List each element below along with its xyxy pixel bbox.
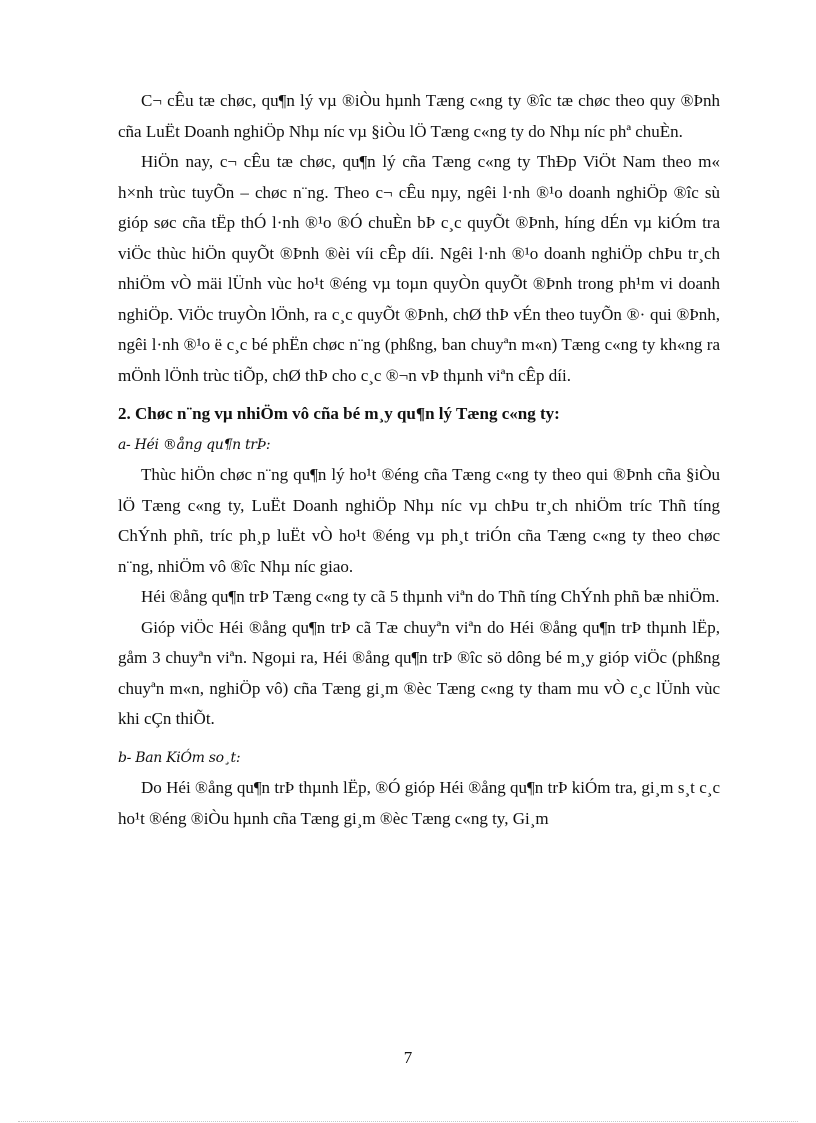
- paragraph-board-members: Héi ®ång qu¶n trÞ Tæng c«ng ty cã 5 thµnh viªn do Thñ tíng ChÝnh phñ bæ nhiÖm.: [141, 587, 720, 606]
- subsection-heading-control: b- Ban KiÓm so¸t:: [118, 749, 241, 766]
- page-bottom-divider: [18, 1121, 798, 1122]
- paragraph-board-functions: Thùc hiÖn chøc n¨ng qu¶n lý ho¹t ®éng cña Tæng c«ng ty theo qui ®Þnh cña §iÒu lÖ Tæng c«ng ty, LuËt Doanh nghiÖp Nhµ níc vµ chÞu tr¸ch nhiÖm tríc Thñ tíng ChÝnh phñ, tríc ph¸p luËt vÒ ho¹t ®éng vµ ph¸t triÓn cña Tæng c«ng ty theo chøc n¨ng, nhiÖm vô ®îc Nhµ níc giao.: [118, 465, 720, 576]
- paragraph-current-structure: HiÖn nay, c¬ cÊu tæ chøc, qu¶n lý cña Tæng c«ng ty ThÐp ViÖt Nam theo m« h×nh trùc tuyÕn – chøc n¨ng. Theo c¬ cÊu nµy, ngêi l·nh ®¹o doanh nghiÖp ®îc sù gióp søc cña tËp thÓ l·nh ®¹o ®Ó chuÈn bÞ c¸c quyÕt ®Þnh, híng dÉn vµ kiÓm tra viÖc thùc hiÖn quyÕt ®Þnh ®èi víi cÊp díi. Ngêi l·nh ®¹o doanh nghiÖp chÞu tr¸ch nhiÖm vÒ mäi lÜnh vùc ho¹t ®éng vµ toµn quyÒn quyÕt ®Þnh trong ph¹m vi doanh nghiÖp. ViÖc truyÒn lÖnh, ra c¸c quyÕt ®Þnh, chØ thÞ vÉn theo tuyÕn ®· qui ®Þnh, ngêi l·nh ®¹o ë c¸c bé phËn chøc n¨ng (phßng, ban chuyªn m«n) Tæng c«ng ty kh«ng ra mÖnh lÖnh trùc tiÕp, chØ thÞ cho c¸c ®¬n vÞ thµnh viªn cÊp díi.: [118, 152, 720, 385]
- paragraph-board-assistants: Gióp viÖc Héi ®ång qu¶n trÞ cã Tæ chuyªn viªn do Héi ®ång qu¶n trÞ thµnh lËp, gåm 3 chuyªn viªn. Ngoµi ra, Héi ®ång qu¶n trÞ ®îc sö dông bé m¸y gióp viÖc (phßng chuyªn m«n, nghiÖp vô) cña Tæng gi¸m ®èc Tæng c«ng ty tham mu vÒ c¸c lÜnh vùc khi cÇn thiÕt.: [118, 617, 720, 728]
- spacer: [118, 735, 720, 743]
- body-text: [118, 86, 720, 834]
- spacer: [118, 391, 720, 399]
- paragraph-control-board: Do Héi ®ång qu¶n trÞ thµnh lËp, ®Ó gióp Héi ®ång qu¶n trÞ kiÓm tra, gi¸m s¸t c¸c ho¹t ®éng ®iÒu hµnh cña Tæng gi¸m ®èc Tæng c«ng ty, Gi¸m: [118, 778, 720, 828]
- subsection-heading-board: a- Héi ®ång qu¶n trÞ:: [118, 436, 271, 453]
- section-heading: 2. Chøc n¨ng vµ nhiÖm vô cña bé m¸y qu¶n lý Tæng c«ng ty:: [118, 404, 560, 423]
- page-number: 7: [403, 1048, 413, 1067]
- paragraph-structure-intro: C¬ cÊu tæ chøc, qu¶n lý vµ ®iÒu hµnh Tæng c«ng ty ®îc tæ chøc theo quy ®Þnh cña LuËt Doanh nghiÖp Nhµ níc vµ §iÒu lÖ Tæng c«ng ty do Nhµ níc phª chuÈn.: [118, 91, 720, 141]
